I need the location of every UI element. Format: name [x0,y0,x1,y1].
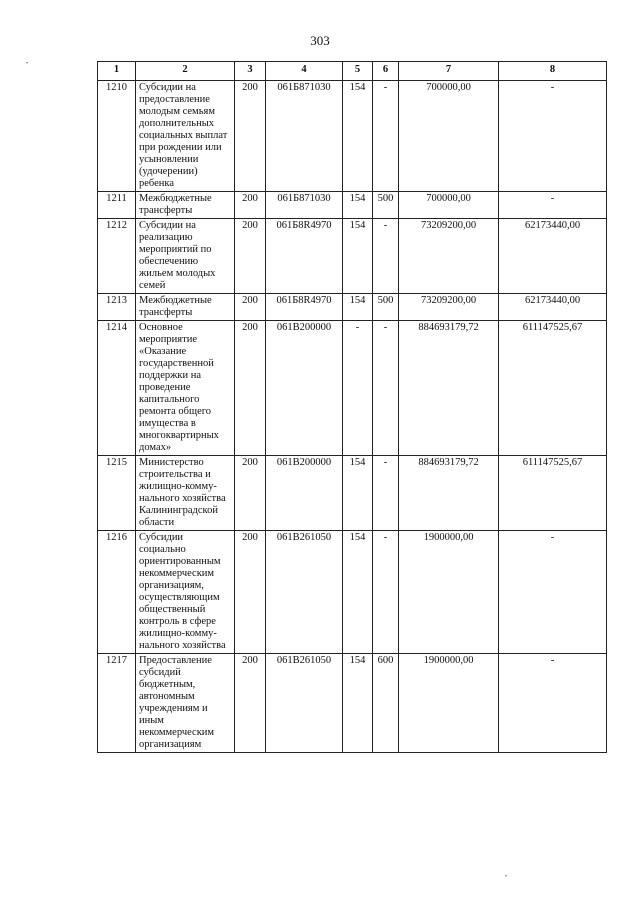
expense-type: 600 [373,654,399,753]
table-row [98,81,607,192]
amount-col8: 611147525,67 [499,321,607,456]
row-number: 1213 [98,294,136,321]
row-number: 1210 [98,81,136,192]
table-row [98,321,607,456]
amount-col8: - [499,654,607,753]
ministry-code: 200 [235,294,266,321]
amount-col7: 884693179,72 [399,456,499,531]
row-description: Межбюджетные трансферты [136,294,235,321]
column-header: 8 [499,62,607,81]
section-code: 154 [343,654,373,753]
expense-type: - [373,456,399,531]
amount-col8: - [499,531,607,654]
amount-col8: 62173440,00 [499,294,607,321]
ministry-code: 200 [235,456,266,531]
column-header: 3 [235,62,266,81]
amount-col7: 1900000,00 [399,654,499,753]
target-code: 061Б871030 [266,81,343,192]
column-header: 6 [373,62,399,81]
amount-col7: 700000,00 [399,81,499,192]
column-header: 5 [343,62,373,81]
row-description: Межбюджетные трансферты [136,192,235,219]
section-code: 154 [343,456,373,531]
row-number: 1211 [98,192,136,219]
column-header: 2 [136,62,235,81]
table-row [98,219,607,294]
target-code: 061Б871030 [266,192,343,219]
ministry-code: 200 [235,219,266,294]
table-row [98,456,607,531]
budget-table [97,61,607,753]
scan-speck: • [26,61,29,67]
target-code: 061Б8R4970 [266,294,343,321]
row-number: 1215 [98,456,136,531]
ministry-code: 200 [235,654,266,753]
section-code: 154 [343,531,373,654]
expense-type: - [373,219,399,294]
amount-col8: 62173440,00 [499,219,607,294]
row-description: Субсидии на реализацию мероприятий по обеспечению жильем молодых семей [136,219,235,294]
row-number: 1214 [98,321,136,456]
amount-col7: 884693179,72 [399,321,499,456]
amount-col7: 73209200,00 [399,294,499,321]
amount-col7: 700000,00 [399,192,499,219]
row-number: 1212 [98,219,136,294]
table-row [98,654,607,753]
target-code: 061Б8R4970 [266,219,343,294]
section-code: 154 [343,219,373,294]
row-description: Основное мероприятие «Оказание государственной поддержки на проведение капитального ремонта общего имущества в многоквартирных домах» [136,321,235,456]
amount-col7: 73209200,00 [399,219,499,294]
amount-col8: - [499,81,607,192]
ministry-code: 200 [235,81,266,192]
amount-col8: - [499,192,607,219]
amount-col7: 1900000,00 [399,531,499,654]
header-row [98,62,607,81]
target-code: 061В261050 [266,531,343,654]
target-code: 061В261050 [266,654,343,753]
row-number: 1216 [98,531,136,654]
section-code: 154 [343,294,373,321]
ministry-code: 200 [235,192,266,219]
column-header: 1 [98,62,136,81]
table-row [98,192,607,219]
column-header: 7 [399,62,499,81]
row-description: Министерство строительства и жилищно-комму-нального хозяйства Калининградской области [136,456,235,531]
row-number: 1217 [98,654,136,753]
row-description: Субсидии социально ориентированным некоммерческим организациям, осуществляющим общественный контроль в сфере жилищно-комму-нального хозяйства [136,531,235,654]
row-description: Субсидии на предоставление молодым семьям дополнительных социальных выплат при рождении или усыновлении (удочерении) ребенка [136,81,235,192]
target-code: 061В200000 [266,456,343,531]
expense-type: - [373,81,399,192]
column-header: 4 [266,62,343,81]
expense-type: 500 [373,294,399,321]
section-code: - [343,321,373,456]
section-code: 154 [343,81,373,192]
ministry-code: 200 [235,321,266,456]
table-row [98,531,607,654]
amount-col8: 611147525,67 [499,456,607,531]
scan-speck: • [505,874,508,880]
page-number: 303 [310,33,330,48]
table-row [98,294,607,321]
expense-type: - [373,531,399,654]
expense-type: - [373,321,399,456]
expense-type: 500 [373,192,399,219]
ministry-code: 200 [235,531,266,654]
section-code: 154 [343,192,373,219]
target-code: 061В200000 [266,321,343,456]
row-description: Предоставление субсидий бюджетным, автономным учреждениям и иным некоммерческим организациям [136,654,235,753]
